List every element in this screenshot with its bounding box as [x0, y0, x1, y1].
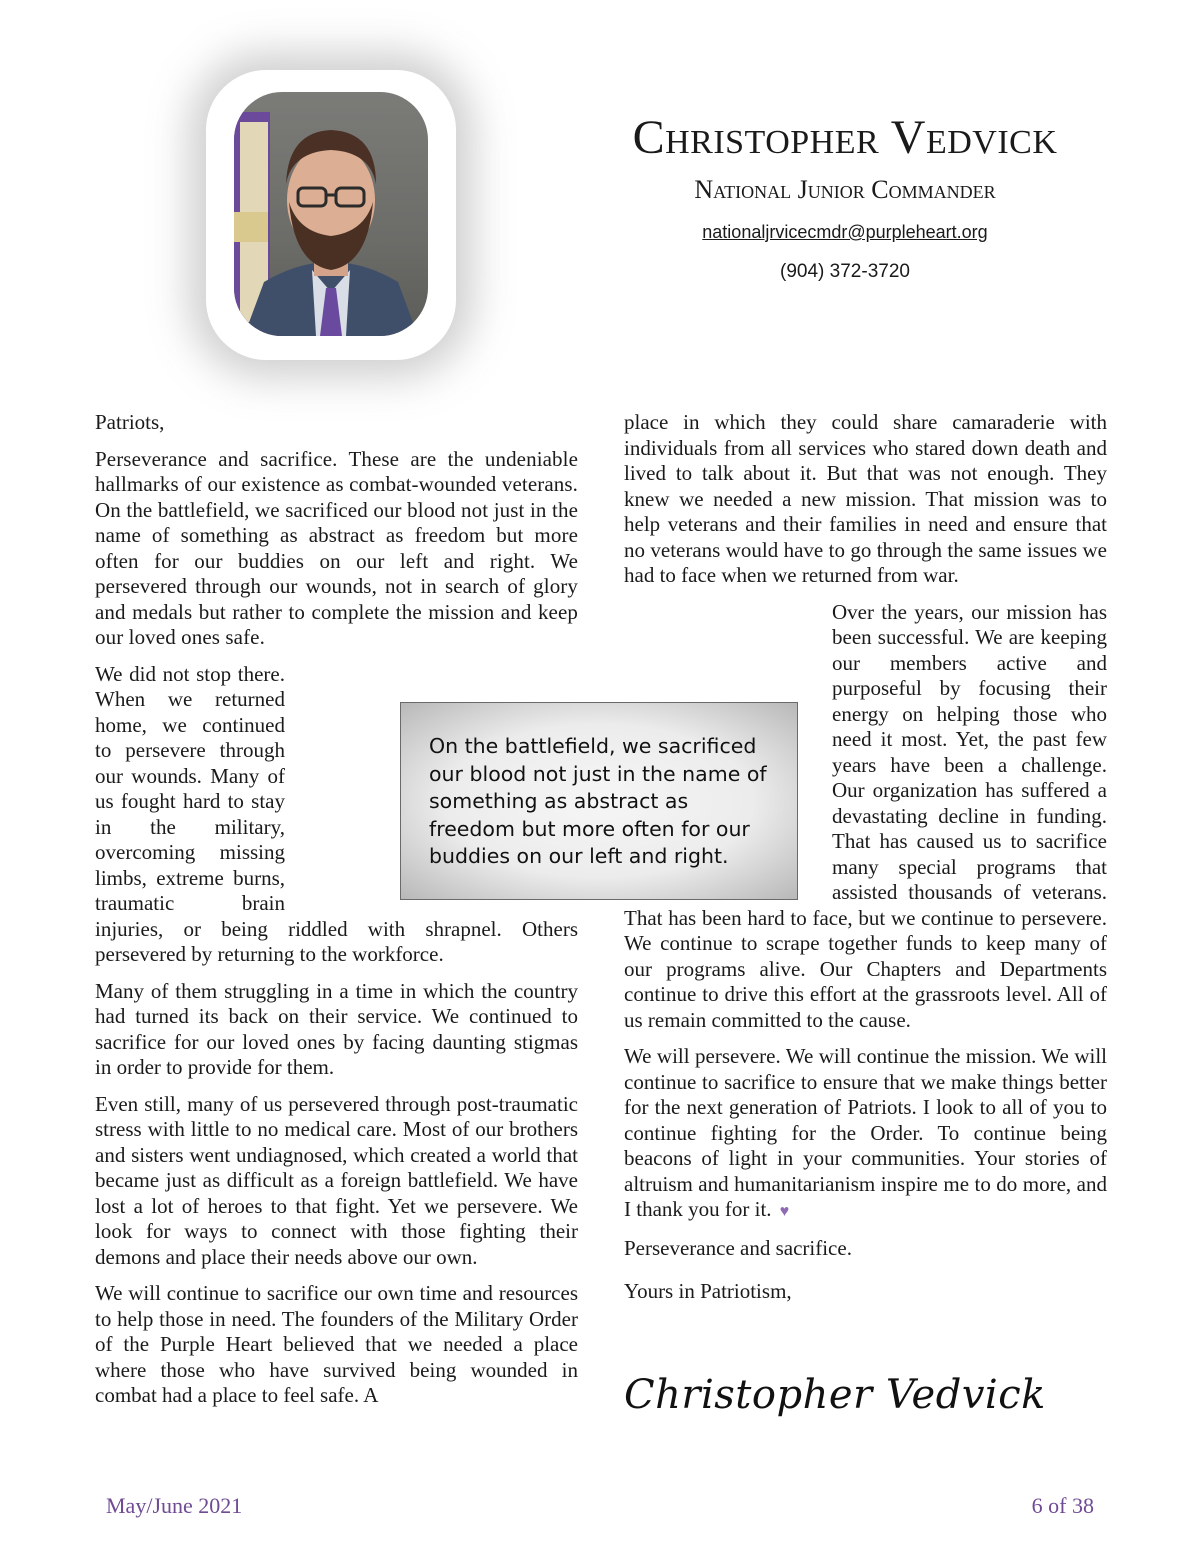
header [590, 108, 1100, 284]
author-name: Christopher Vedvick [632, 111, 1058, 164]
phone-number: (904) 372-3720 [780, 261, 910, 282]
paragraph: We will continue to sacrifice our own time and resources to help those in need. The founders of the Military Order of the Purple Heart believed that we needed a place where those who have survived being wounded in combat had a place to feel safe. A [95, 1281, 578, 1407]
paragraph [624, 1044, 1107, 1225]
portrait-photo [234, 92, 428, 336]
author-title: National Junior Commander [694, 175, 996, 204]
email-link[interactable]: nationaljrvicecmdr@purpleheart.org [702, 222, 988, 242]
closing-line: Perseverance and sacrifice. [624, 1235, 852, 1260]
closing-paragraph: We will persevere. We will continue the mission. We will continue to sacrifice to ensure that we make things better for the next generation of Patriots. I look to all of you to continue fighting for the Order. To continue being beacons of light in your communities. Your stories of altruism and humanitarianism inspire me to do more, and I thank you for it. [624, 1044, 1107, 1221]
left-column [95, 410, 578, 1420]
issue-date: May/June 2021 [106, 1493, 243, 1518]
pull-quote-box [400, 702, 798, 900]
page-number: 6 of 38 [1031, 1493, 1094, 1518]
signature: Christopher Vedvick [624, 1372, 1046, 1418]
paragraph: Even still, many of us persevered through post-traumatic stress with little to no medical care. Most of our brothers and sisters went undiagnosed, which created a world that became just as difficult as a foreign battlefield. We have lost a lot of heroes to that fight. Yet we persevere. We look for ways to connect with those fighting their demons and place their needs above our own. [95, 1091, 578, 1269]
valediction: Yours in Patriotism, [624, 1279, 792, 1303]
paragraph: place in which they could share camaraderie with individuals from all services who stared down death and lived to talk about it. But that was not enough. They knew we needed a new mission. That mission was to help veterans and their families in need and ensure that no veterans would have to go through the same issues we had to face when we returned from war. [624, 410, 1107, 587]
heart-icon: ♥ [779, 1203, 790, 1220]
paragraph: We did not stop there. When we returned home, we continued to persevere through our wounds. Many of us fought hard to stay in the military, overcoming missing limbs, extreme burns, traumatic brain injuries, or being riddled with shrapnel. Others persevered by returning to the workforce. [95, 661, 578, 966]
portrait-illustration [234, 92, 428, 336]
paragraph: Over the years, our mission has been successful. We are keeping our members active and purposeful by focusing their energy on helping those who need it most. Yet, the past few years have been a challenge. Our organization has suffered a devastating decline in funding. That has caused us to sacrifice many special programs that assisted thousands of veterans. That has been hard to face, but we continue to persevere. We continue to scrape together funds to keep many of our programs alive. Our Chapters and Departments continue to drive this effort at the grassroots level. All of us remain committed to the cause. [624, 599, 1107, 1032]
paragraph: Perseverance and sacrifice. These are the undeniable hallmarks of our existence as combat-wounded veterans. On the battlefield, we sacrificed our blood not just in the name of something as abstract as freedom but more often for our buddies on our left and right. We persevered through our wounds, not in search of glory and medals but rather to complete the mission and keep our loved ones safe. [95, 446, 578, 649]
paragraph: Many of them struggling in a time in which the country had turned its back on their service. We continued to sacrifice for our loved ones by facing daunting stigmas in order to provide for them. [95, 978, 578, 1079]
salutation: Patriots, [95, 410, 165, 434]
pull-quote-text: On the battlefield, we sacrificed our blood not just in the name of something as abstract as freedom but more often for our buddies on our left and right. [429, 734, 767, 868]
